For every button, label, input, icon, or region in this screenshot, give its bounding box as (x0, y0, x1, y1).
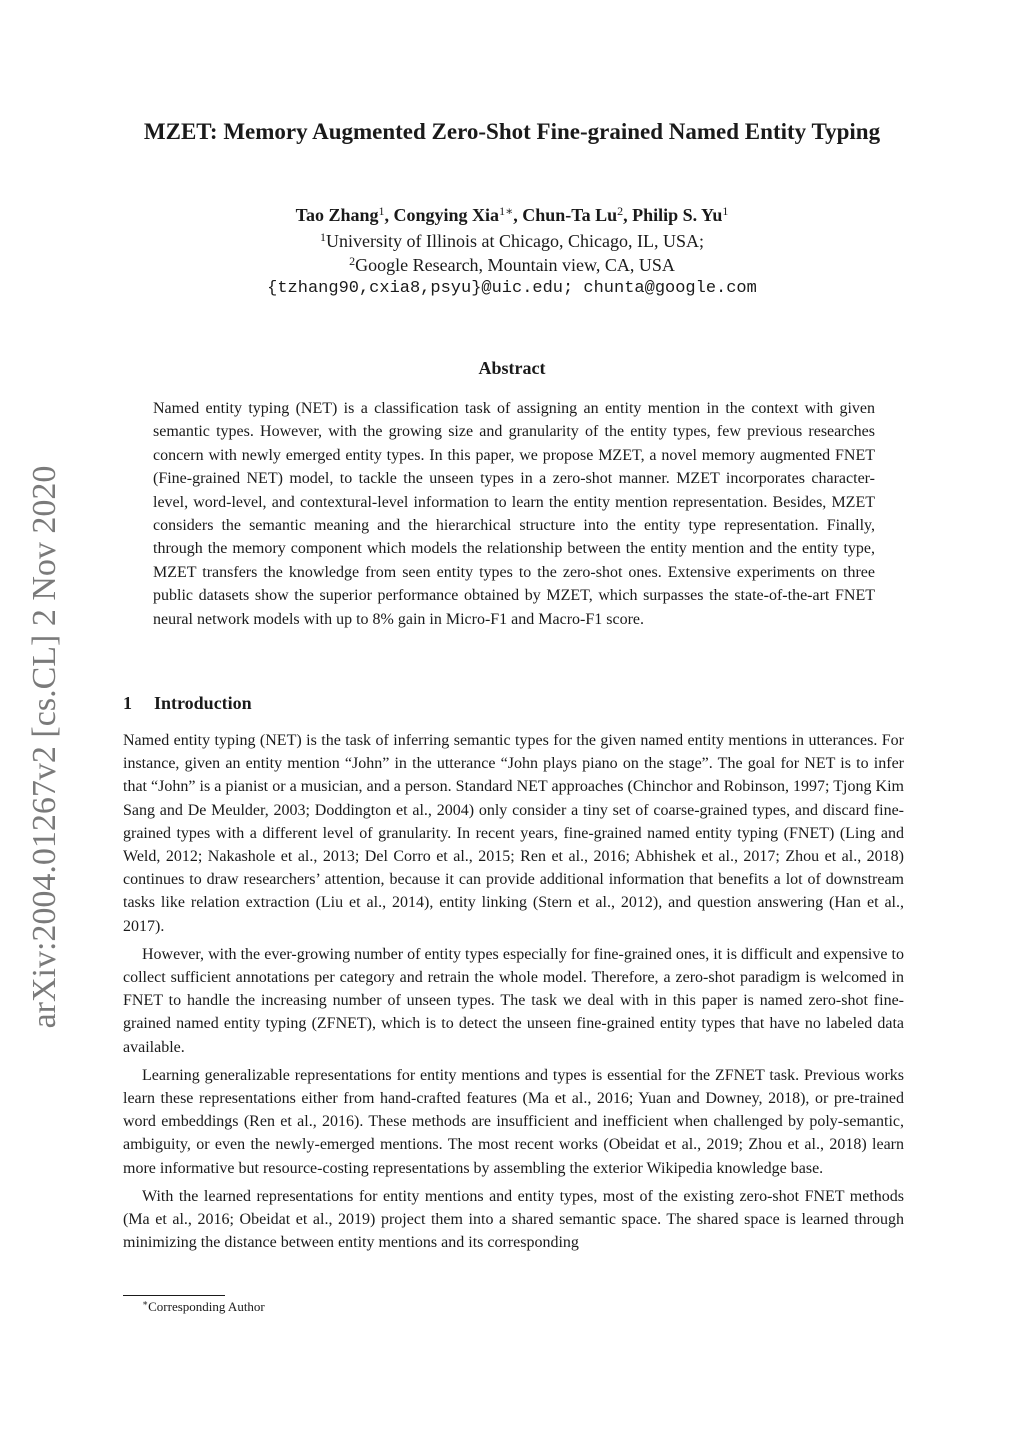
author-name: Tao Zhang (295, 205, 379, 225)
paragraph: With the learned representations for entity mentions and entity types, most of the existing zero-shot FNET methods (Ma et al., 2016; Obeidat et al., 2019) project them into a shared semantic space. The shared space is learned through minimizing the distance between entity mentions and its corresponding (123, 1187, 904, 1252)
abstract-text: Named entity typing (NET) is a classification task of assigning an entity mention in the context with given semantic types. However, with the growing size and granularity of the entity types, few previous researches concern with newly emerged entity types. In this paper, we propose MZET, a novel memory augmented FNET (Fine-grained NET) model, to tackle the unseen types in a zero-shot manner. MZET incorporates character-level, word-level, and contextural-level information to learn the entity mention representation. Besides, MZET considers the semantic meaning and the hierarchical structure into the entity type representation. Finally, through the memory component which models the relationship between the entity mention and the entity type, MZET transfers the knowledge from seen entity types to the zero-shot ones. Extensive experiments on three public datasets show the superior performance obtained by MZET, which surpasses the state-of-the-art FNET neural network models with up to 8% gain in Micro-F1 and Macro-F1 score. (153, 400, 875, 628)
affiliation-mark: 1 (320, 230, 327, 244)
footnote-rule (123, 1295, 225, 1296)
section-title: Introduction (154, 693, 252, 713)
arxiv-identifier-stamp: arXiv:2004.01267v2 [cs.CL] 2 Nov 2020 (26, 465, 63, 1029)
affiliation-text: University of Illinois at Chicago, Chicago, IL, USA; (326, 231, 704, 251)
affiliation-mark: 2 (349, 254, 356, 268)
section-body (123, 729, 904, 1259)
paragraph: Named entity typing (NET) is the task of inferring semantic types for the given named entity mentions in utterances. For instance, given an entity mention “John” in the utterance “John plays piano on the stage”. The goal for NET is to infer that “John” is a pianist or a musician, and a person. Standard NET approaches (Chinchor and Robinson, 1997; Tjong Kim Sang and De Meulder, 2003; Doddington et al., 2004) only consider a tiny set of coarse-grained types, and discard fine-grained types with a different level of granularity. In recent years, fine-grained named entity typing (FNET) (Ling and Weld, 2012; Nakashole et al., 2013; Del Corro et al., 2015; Ren et al., 2016; Abhishek et al., 2017; Zhou et al., 2018) continues to draw researchers’ attention, because it can provide additional information that benefits a lot of downstream tasks like relation extraction (Liu et al., 2014), entity linking (Stern et al., 2012), and question answering (Han et al., 2017). (123, 732, 904, 935)
affiliation (100, 229, 924, 253)
paragraph: Learning generalizable representations for entity mentions and types is essential for the ZFNET task. Previous works learn these representations either from hand-crafted features (Ma et al., 2016; Yuan and Downey, 2018), or pre-trained word embeddings (Ren et al., 2016). These methods are insufficient and inefficient when challenged by poly-semantic, ambiguity, or even the newly-emerged mentions. The most recent works (Obeidat et al., 2019; Zhou et al., 2018) learn more informative but resource-costing representations by assembling the exterior Wikipedia knowledge base. (123, 1066, 904, 1177)
paper-title: MZET: Memory Augmented Zero-Shot Fine-grained Named Entity Typing (143, 119, 881, 144)
affiliation-text: Google Research, Mountain view, CA, USA (355, 255, 675, 275)
author-name: Congying Xia (393, 205, 500, 225)
author-emails: {tzhang90,cxia8,psyu}@uic.edu; chunta@google.com (267, 279, 757, 298)
footnote-text: Corresponding Author (148, 1299, 265, 1314)
author-affiliation-mark: 2 (617, 204, 624, 218)
author-affiliation-mark: 1 (722, 204, 729, 218)
paragraph: However, with the ever-growing number of entity types especially for fine-grained ones, it is difficult and expensive to collect sufficient annotations per category and retrain the whole model. Therefore, a zero-shot paradigm is welcomed in FNET to handle the increasing number of unseen types. The task we deal with in this paper is named zero-shot fine-grained named entity typing (ZFNET), which is to detect the unseen fine-grained entity types that have no labeled data available. (123, 945, 904, 1056)
author-list: Tao Zhang$^1$, Congying Xia$^{1∗}$, Chun-Ta Lu$^2$, Philip S. Yu$^1$ (295, 204, 729, 225)
author-name: Philip S. Yu (632, 205, 723, 225)
author-name: Chun-Ta Lu (522, 205, 618, 225)
section-heading (123, 691, 252, 715)
abstract-heading: Abstract (478, 358, 546, 378)
affiliation (100, 253, 924, 277)
footnote (142, 1298, 265, 1316)
arxiv-sidebar (20, 452, 70, 1042)
footnote-mark: ∗ (142, 1298, 149, 1308)
author-affiliation-mark: 1∗ (499, 204, 514, 218)
section-number: 1 (123, 693, 132, 713)
author-affiliation-mark: 1 (378, 204, 385, 218)
